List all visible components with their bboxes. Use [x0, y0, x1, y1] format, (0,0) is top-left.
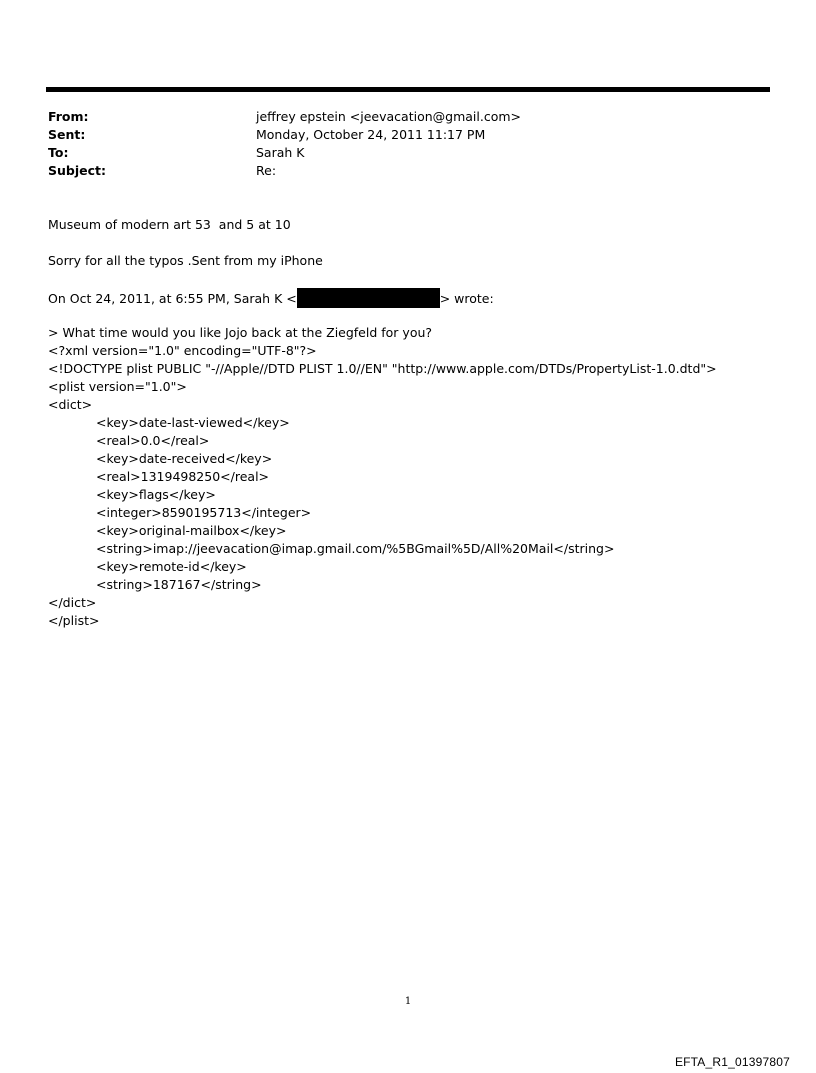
subject-label: Subject: — [48, 163, 106, 178]
dict-line: <key>original-mailbox</key> — [96, 523, 287, 538]
dict-line: <real>0.0</real> — [96, 433, 210, 448]
dict-line: <string>imap://jeevacation@imap.gmail.com/%5BGmail%5D/All%20Mail</string> — [96, 541, 615, 556]
plist-open: <plist version="1.0"> — [48, 379, 187, 394]
document-id: EFTA_R1_01397807 — [674, 1055, 790, 1069]
subject-value: Re: — [256, 163, 277, 178]
quote-intro-after: > wrote: — [439, 291, 494, 306]
dict-open: <dict> — [48, 397, 93, 412]
redaction-box — [297, 288, 440, 308]
sent-label: Sent: — [48, 127, 86, 142]
dict-line: <key>date-last-viewed</key> — [96, 415, 290, 430]
to-row — [48, 144, 768, 162]
dict-line: <integer>8590195713</integer> — [96, 505, 312, 520]
dict-close: </dict> — [48, 595, 97, 610]
quote-intro — [48, 288, 494, 306]
quoted-line: > What time would you like Jojo back at the Ziegfeld for you? — [48, 325, 433, 340]
page-number: 1 — [404, 996, 412, 1007]
to-label: To: — [48, 145, 69, 160]
dict-line: <key>remote-id</key> — [96, 559, 247, 574]
dict-line: <key>date-received</key> — [96, 451, 273, 466]
subject-row — [48, 162, 768, 180]
dict-line: <real>1319498250</real> — [96, 469, 270, 484]
xml-declaration: <?xml version="1.0" encoding="UTF-8"?> — [48, 343, 317, 358]
header-rule — [46, 87, 770, 92]
quote-intro-before: On Oct 24, 2011, at 6:55 PM, Sarah K < — [48, 291, 297, 306]
body-line-2: Sorry for all the typos .Sent from my iPhone — [48, 253, 323, 268]
dict-line: <string>187167</string> — [96, 577, 262, 592]
from-label: From: — [48, 109, 89, 124]
sent-value: Monday, October 24, 2011 11:17 PM — [256, 127, 486, 142]
plist-close: </plist> — [48, 613, 100, 628]
from-row — [48, 108, 768, 126]
from-value: jeffrey epstein <jeevacation@gmail.com> — [256, 109, 522, 124]
body-line-1: Museum of modern art 53 and 5 at 10 — [48, 217, 291, 232]
sent-row — [48, 126, 768, 144]
doctype-line: <!DOCTYPE plist PUBLIC "-//Apple//DTD PLIST 1.0//EN" "http://www.apple.com/DTDs/PropertyList-1.0.dtd"> — [48, 361, 717, 376]
dict-line: <key>flags</key> — [96, 487, 216, 502]
to-value: Sarah K — [256, 145, 305, 160]
